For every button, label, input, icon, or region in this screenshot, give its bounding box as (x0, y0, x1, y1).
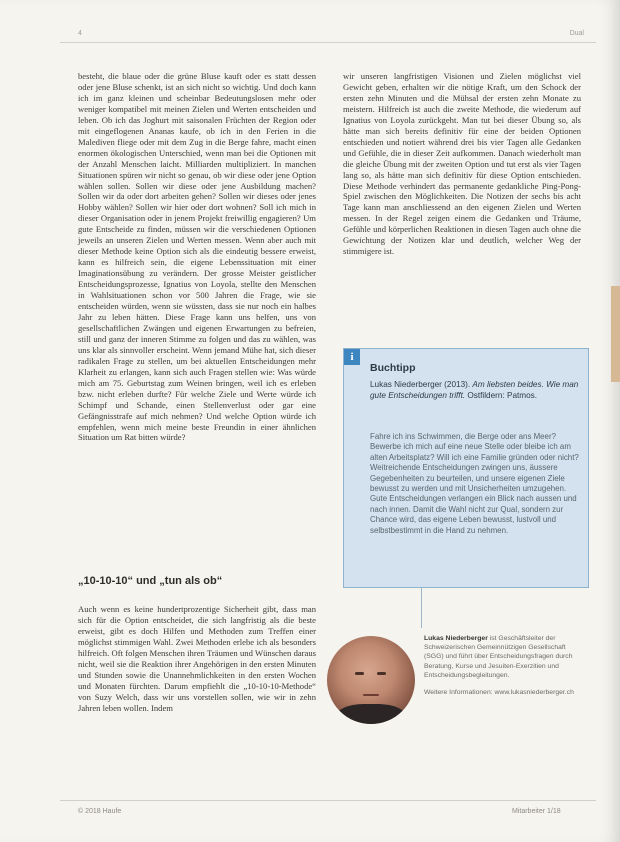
body-paragraph: Auch wenn es keine hundertprozentige Sicherheit gibt, dass man sich für die Option entscheidet, die sich langfristig als die beste erweist, gibt es doch Hilfen und Methoden zum Treffen einer möglichst stimmigen Wahl. Zwei Methoden erlebe ich als besonders hilfreich. Oft folgen Menschen ihren Träumen und Wünschen daraus nicht, weil sie die Reaktion ihrer Angehörigen in den ersten Minuten und Stunden sowie die Unannehmlichkeiten in den ersten Wochen und Monaten fürchten. Darum empfiehlt die „10-10-10-Methode“ von Suzy Welch, dass wir uns vorstellen sollen, wie wir in zehn Jahren leben wollen. Indem (78, 604, 316, 713)
eye-shape (355, 672, 364, 675)
body-paragraph: wir unseren langfristigen Visionen und Zielen möglichst viel Gewicht geben, erhalten wir die nötige Kraft, um den Schock der ersten zehn Minuten und die Mühsal der ersten zehn Monate zu meistern. Hilfreich ist auch die zweite Methode, die wiederum auf Ignatius von Loyola zurückgeht. Man tut bei dieser Übung so, als hätte man sich bereits definitiv für eine der beiden Optionen entschieden und notiert während drei bis vier Tagen alle Gedanken und Gefühle, die in dieser Zeit aufkommen. Danach wiederholt man die gleiche Übung mit der zweiten Option und tut erst als vier Tagen lang so, als hätte man sich definitiv für diese Option entschieden. Diese Methode verhindert das permanente gedankliche Ping-Pong-Spiel zwischen den Möglichkeiten. Die Notizen der sechs bis acht Tage kann man anschliessend an den eigenen Zielen und Werten messen. In der Regel zeigen einem die Gedanken und Träume, Gefühle und körperlichen Reaktionen in diesen Tagen auch ohne die Gewichtung der Notizen klar und deutlich, welcher Weg der stimmigere ist. (343, 71, 581, 257)
author-name: Lukas Niederberger (424, 635, 490, 642)
info-icon: i (344, 349, 360, 365)
author-description: ist Geschäftsleiter der Schweizerischen Gemeinnützigen Gesellschaft (SGG) und führt über Entscheidungsfragen durch Beratung, Kurse und Jesuiten-Exerzitien und Entscheidungsbegleitungen. (424, 635, 573, 679)
section-label: Dual (569, 30, 584, 37)
shirt-shape (335, 704, 407, 724)
book-publisher: Ostfildern: Patmos. (467, 391, 538, 400)
header-rule (60, 42, 596, 43)
subheading: „10-10-10“ und „tun als ob“ (78, 575, 223, 587)
page-number: 4 (78, 30, 82, 37)
author-photo (327, 636, 415, 724)
body-column-left-top (78, 71, 316, 443)
book-title: Am liebsten beides. Wie man gute Entscheidungen trifft. (370, 380, 579, 400)
book-author: Lukas Niederberger (2013). (370, 380, 473, 389)
author-more-info: Weitere Informationen: www.lukasniederberger.ch (424, 689, 574, 697)
footer-copyright: © 2018 Haufe (78, 808, 122, 815)
section-edge-tab (611, 286, 620, 382)
callout-line (421, 588, 422, 628)
body-paragraph: besteht, die blaue oder die grüne Bluse kauft oder es statt dessen oder jene Bluse schenkt, ist an sich nicht so wichtig. Und doch kann ich im ganz kleinen und scheinbar Bedeutungslosen mehr oder weniger kompatibel mit meinen Zielen und Werten entscheiden und leben. Ob ich das Joghurt mit saisonalen Früchten der Region oder mit eingeflogenen Ananas kaufe, ob ich in den Ferien in die Malediven fliege oder mit dem Zug in die Berge fahre, macht einen enormen ökologischen Unterschied, wenn man bei die Optionen mit der Anzahl Menschen laicht. Milliarden multipliziert. In manchen Situationen spüren wir nicht so genau, ob wir diese oder jene Option wählen sollen. Sollen wir diese oder jene Ausbildung machen? Sollen wir da oder dort arbeiten gehen? Sollen wir dieses oder jenes Hobby wählen? Sollen wir hier oder dort wohnen? Soll ich mich in dieser Organisation oder in jenem Projekt freiwillig engagieren? Um gute Entscheide zu finden, müssen wir die verschiedenen Optionen jeweils an unseren Zielen und Werten messen. Wenn aber auch mit dieser Methode keine Option sich als die eindeutig bessere erweist, kann es hilfreich sein, die eigene Lebenssituation mit einer Imaginationsübung zu verändern. Der grosse Meister geistlicher Entscheidungsprozesse, Ignatius von Loyola, stellte den Menschen in Wahlsituationen schon vor 500 Jahren die Frage, wie sie entscheiden würden, wenn sie wüssten, dass sie nur noch ein halbes Jahr zu leben hätten. Diese Frage kann uns helfen, uns von gesellschaftlichen Zwängen und eigenen Erwartungen zu befreien, still und ganz der inneren Stimme zu folgen und das zu wählen, was uns klar als sinnvoller erscheint. Wenn jemand Mühe hat, sich dieser radikalen Frage zu stellen, um bei aktuellen Entscheidungen mehr Klarheit zu erlangen, kann sich auch Fragen stellen wie: Was würde mich am 75. Geburtstag zum Weinen bringen, weil ich es erleben bzw. nicht erleben durfte? Für welche Ziele und Werte würde ich Schimpf und Schande, einen Stellenverlust oder gar eine Gefängnisstrafe auf mich nehmen? Und welche Option würde ich empfehlen, wenn mich meine beste Freundin in einer ähnlichen Situation um Rat bitten würde? (78, 71, 316, 443)
footer-rule (60, 800, 596, 801)
eye-shape (377, 672, 386, 675)
book-reference (370, 379, 580, 401)
mouth-shape (363, 694, 379, 696)
book-tip-box (343, 348, 589, 588)
book-description: Fahre ich ins Schwimmen, die Berge oder ans Meer? Bewerbe ich mich auf eine neue Stelle oder bleibe ich am alten Arbeitsplatz? Will ich eine Familie gründen oder nicht? Weitreichende Entscheidungen zwingen uns, äussere Gegebenheiten zu beurteilen, und unsere eigenen Ziele bewusst zu werden und mit Unsicherheiten umzugehen. Gute Entscheidungen verlangen ein Blick nach aussen und nach innen. Damit die Wahl nicht zur Qual, sondern zur Chance wird, das eigene Leben bewusst, lustvoll und selbstbestimmt in die Hand zu nehmen. (370, 432, 579, 535)
body-column-right (343, 71, 581, 257)
author-bio (424, 634, 582, 697)
footer-issue: Mitarbeiter 1/18 (512, 808, 561, 815)
book-tip-title: Buchtipp (370, 362, 416, 374)
body-column-left-bottom (78, 604, 316, 714)
